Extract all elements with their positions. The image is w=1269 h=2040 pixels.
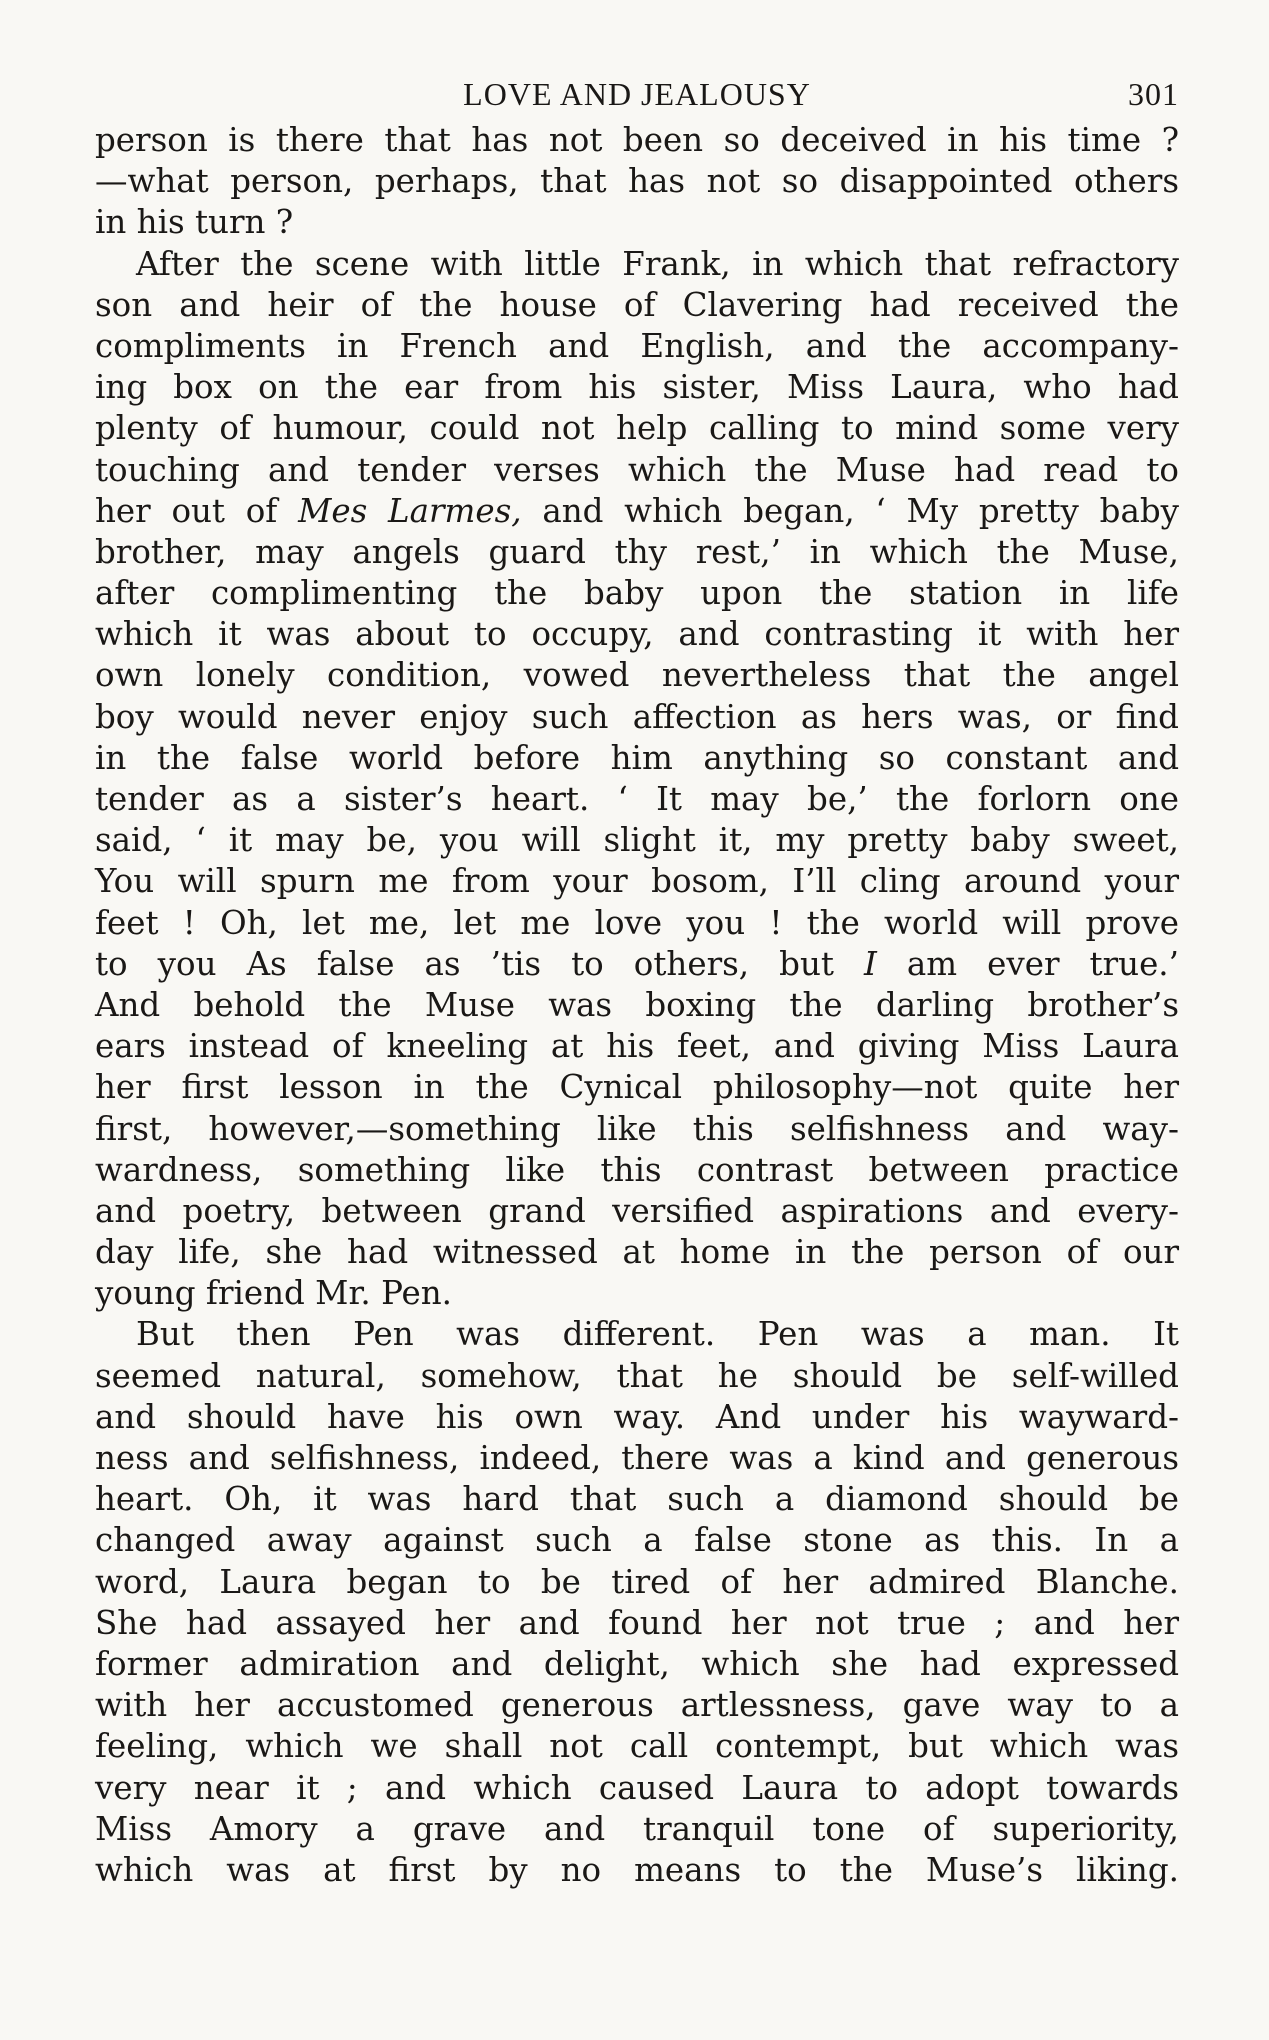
emphasis-italic: I bbox=[864, 944, 877, 983]
text-line: heart. Oh, it was hard that such a diamond should be bbox=[95, 1480, 1179, 1519]
text-line: her first lesson in the Cynical philosophy—not quite her bbox=[95, 1068, 1179, 1107]
text-line: in his turn ? bbox=[95, 203, 294, 242]
book-title-italic: Mes Larmes, bbox=[298, 491, 522, 530]
text-line: plenty of humour, could not help calling to mind some very bbox=[95, 409, 1179, 448]
text-line: first, however,—something like this selfishness and way- bbox=[95, 1109, 1179, 1148]
paragraph-start-line: After the scene with little Frank, in which that refractory bbox=[136, 244, 1179, 283]
text-line: former admiration and delight, which she had expressed bbox=[95, 1644, 1179, 1683]
text-line: And behold the Muse was boxing the darling brother’s bbox=[95, 985, 1179, 1024]
text-line: which it was about to occupy, and contrasting it with her bbox=[95, 615, 1179, 654]
text-line: —what person, perhaps, that has not so disappointed others bbox=[95, 162, 1179, 201]
text-line: said, ‘ it may be, you will slight it, my pretty baby sweet, bbox=[95, 821, 1179, 860]
text-line bbox=[95, 944, 1179, 985]
text-line: day life, she had witnessed at home in the person of our bbox=[95, 1233, 1179, 1272]
page-header bbox=[95, 72, 1179, 120]
text-segment: and which began, ‘ My pretty baby bbox=[542, 491, 1179, 530]
text-line: word, Laura began to be tired of her admired Blanche. bbox=[95, 1562, 1179, 1601]
text-line: seemed natural, somehow, that he should be self-willed bbox=[95, 1356, 1179, 1395]
text-line: own lonely condition, vowed nevertheless that the angel bbox=[95, 656, 1179, 695]
text-line: and should have his own way. And under his wayward- bbox=[95, 1397, 1179, 1436]
text-line: tender as a sister’s heart. ‘ It may be,’ the forlorn one bbox=[95, 780, 1179, 818]
text-line: which was at first by no means to the Muse’s liking. bbox=[95, 1850, 1179, 1889]
text-line: son and heir of the house of Clavering had received the bbox=[95, 285, 1179, 324]
text-line: person is there that has not been so deceived in his time ? bbox=[95, 121, 1179, 159]
text-segment: to you As false as ’tis to others, but bbox=[95, 944, 834, 983]
text-line: very near it ; and which caused Laura to adopt towards bbox=[95, 1768, 1179, 1807]
page-number: 301 bbox=[1128, 76, 1179, 112]
text-line: wardness, something like this contrast between practice bbox=[95, 1150, 1179, 1189]
text-line: Miss Amory a grave and tranquil tone of superiority, bbox=[95, 1809, 1179, 1848]
text-line: You will spurn me from your bosom, I’ll cling around your bbox=[95, 862, 1179, 901]
text-line: brother, may angels guard thy rest,’ in which the Muse, bbox=[95, 532, 1179, 571]
text-line: ness and selfishness, indeed, there was a kind and generous bbox=[95, 1439, 1179, 1477]
text-line bbox=[95, 491, 1179, 532]
text-line: feeling, which we shall not call contempt, but which was bbox=[95, 1727, 1179, 1766]
paragraph-start-line: But then Pen was different. Pen was a man. It bbox=[136, 1315, 1179, 1354]
text-line: ing box on the ear from his sister, Miss Laura, who had bbox=[95, 368, 1179, 407]
text-line: in the false world before him anything so constant and bbox=[95, 738, 1179, 777]
book-page bbox=[95, 72, 1179, 1891]
text-line: after complimenting the baby upon the station in life bbox=[95, 574, 1179, 613]
text-segment: her out of bbox=[95, 491, 278, 530]
text-line: compliments in French and English, and the accompany- bbox=[95, 326, 1179, 365]
text-line: boy would never enjoy such affection as hers was, or find bbox=[95, 697, 1179, 736]
text-line: and poetry, between grand versified aspirations and every- bbox=[95, 1191, 1179, 1230]
body-text bbox=[95, 120, 1179, 1891]
text-segment: am ever true.’ bbox=[906, 944, 1179, 983]
text-line: ears instead of kneeling at his feet, and giving Miss Laura bbox=[95, 1027, 1179, 1066]
text-line: with her accustomed generous artlessness, gave way to a bbox=[95, 1686, 1179, 1725]
text-line: changed away against such a false stone as this. In a bbox=[95, 1521, 1179, 1560]
text-line: touching and tender verses which the Muse had read to bbox=[95, 450, 1179, 489]
text-line: young friend Mr. Pen. bbox=[95, 1274, 452, 1313]
running-title: LOVE AND JEALOUSY bbox=[463, 76, 811, 112]
text-line: feet ! Oh, let me, let me love you ! the world will prove bbox=[95, 903, 1179, 942]
text-line: She had assayed her and found her not true ; and her bbox=[95, 1603, 1179, 1642]
